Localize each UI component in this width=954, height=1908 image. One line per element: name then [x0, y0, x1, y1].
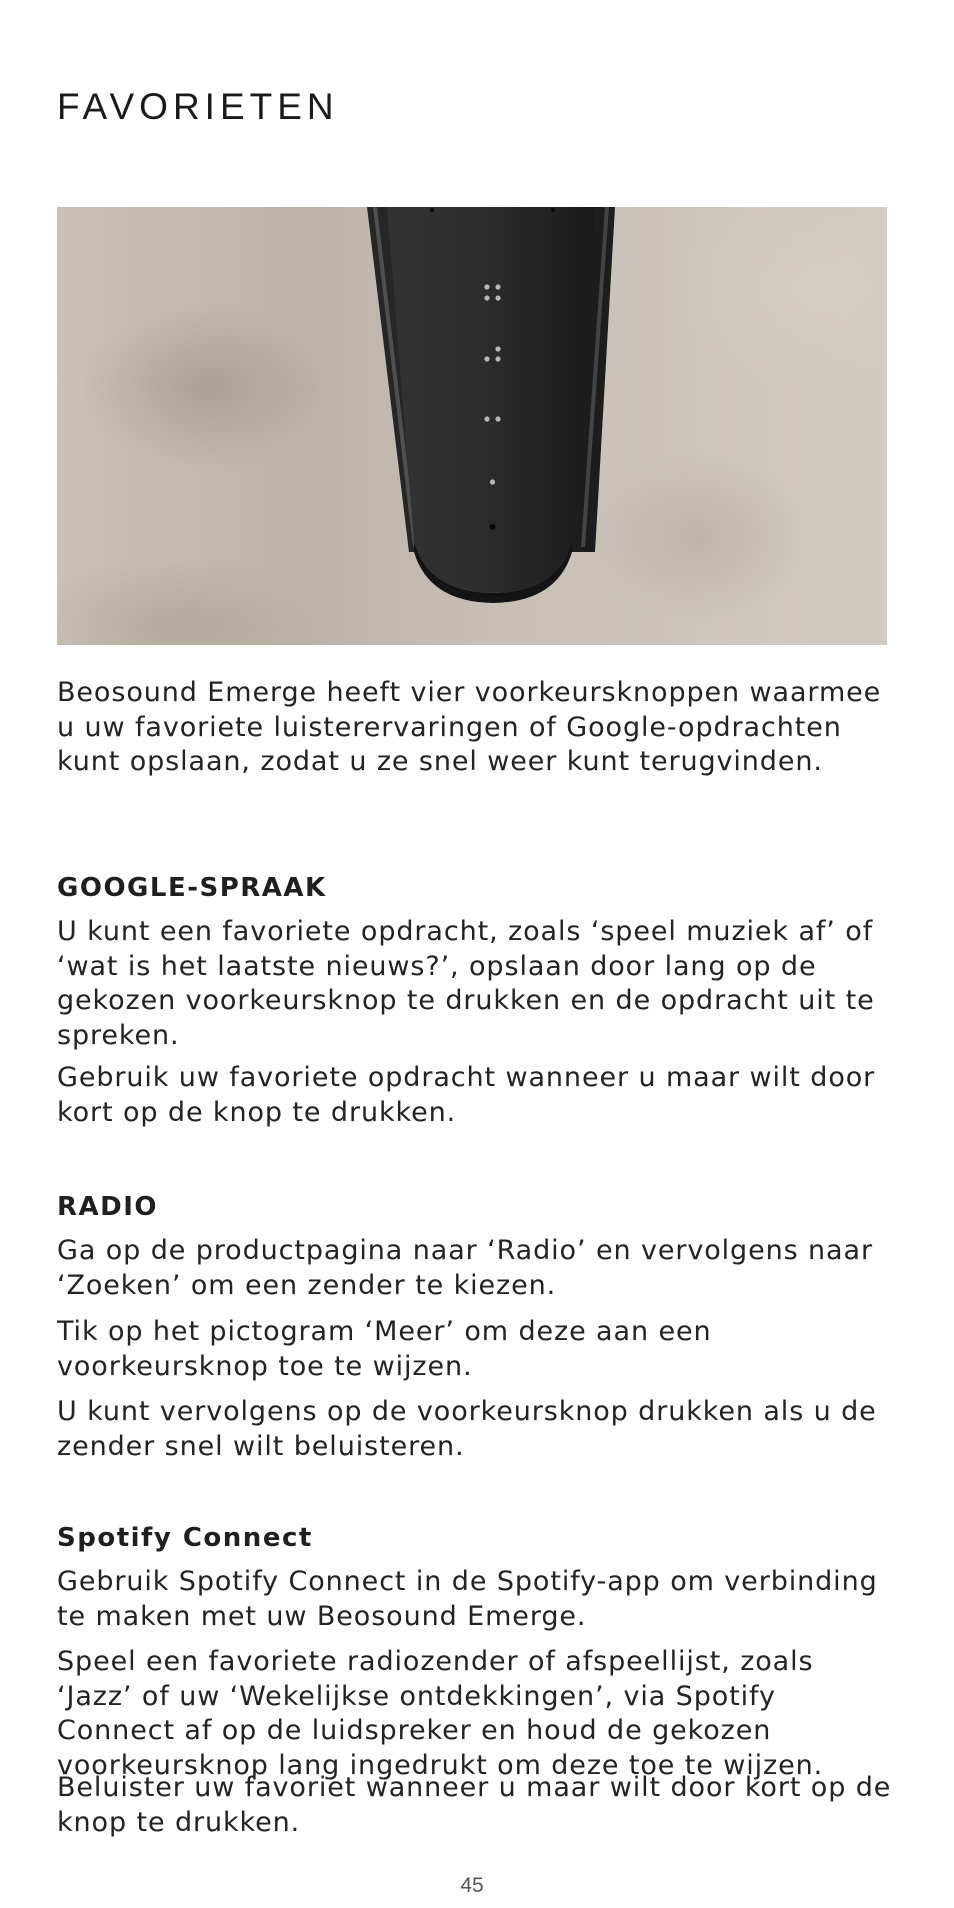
google-paragraph-1: U kunt een favoriete opdracht, zoals ‘speel muziek af’ of ‘wat is het laatste nieuws?’, opslaan door lang op de gekozen voorkeursknop te drukken en de opdracht uit te spreken.: [57, 916, 875, 1051]
spotify-paragraph-1: Gebruik Spotify Connect in de Spotify-app om verbinding te maken met uw Beosound Emerge.: [57, 1566, 878, 1632]
radio-paragraph-3: U kunt vervolgens op de voorkeursknop drukken als u de zender snel wilt beluisteren.: [57, 1396, 877, 1462]
page-title: FAVORIETEN: [57, 86, 339, 127]
radio-paragraph-1: Ga op de productpagina naar ‘Radio’ en vervolgens naar ‘Zoeken’ om een zender te kiezen.: [57, 1235, 873, 1301]
hero-image: [57, 207, 887, 645]
spotify-heading: Spotify Connect: [57, 1523, 313, 1553]
google-heading: GOOGLE-SPRAAK: [57, 873, 327, 903]
spotify-paragraph-2: Speel een favoriete radiozender of afspeellijst, zoals ‘Jazz’ of uw ‘Wekelijkse ontdekkingen’, via Spotify Connect af op de luidspreker en houd de gekozen voorkeursknop lang ingedrukt om deze toe te wijzen.: [57, 1646, 824, 1781]
radio-paragraph-2: Tik op het pictogram ‘Meer’ om deze aan een voorkeursknop toe te wijzen.: [57, 1316, 712, 1382]
intro-paragraph: Beosound Emerge heeft vier voorkeursknoppen waarmee u uw favoriete luisterervaringen of Google-opdrachten kunt opslaan, zodat u ze snel weer kunt terugvinden.: [57, 677, 882, 777]
page-number: 45: [460, 1874, 484, 1897]
radio-heading: RADIO: [57, 1192, 159, 1222]
speaker-buttons-photo-icon: [57, 207, 887, 645]
spotify-paragraph-3: Beluister uw favoriet wanneer u maar wilt door kort op de knop te drukken.: [57, 1772, 892, 1838]
google-paragraph-2: Gebruik uw favoriete opdracht wanneer u maar wilt door kort op de knop te drukken.: [57, 1062, 876, 1128]
